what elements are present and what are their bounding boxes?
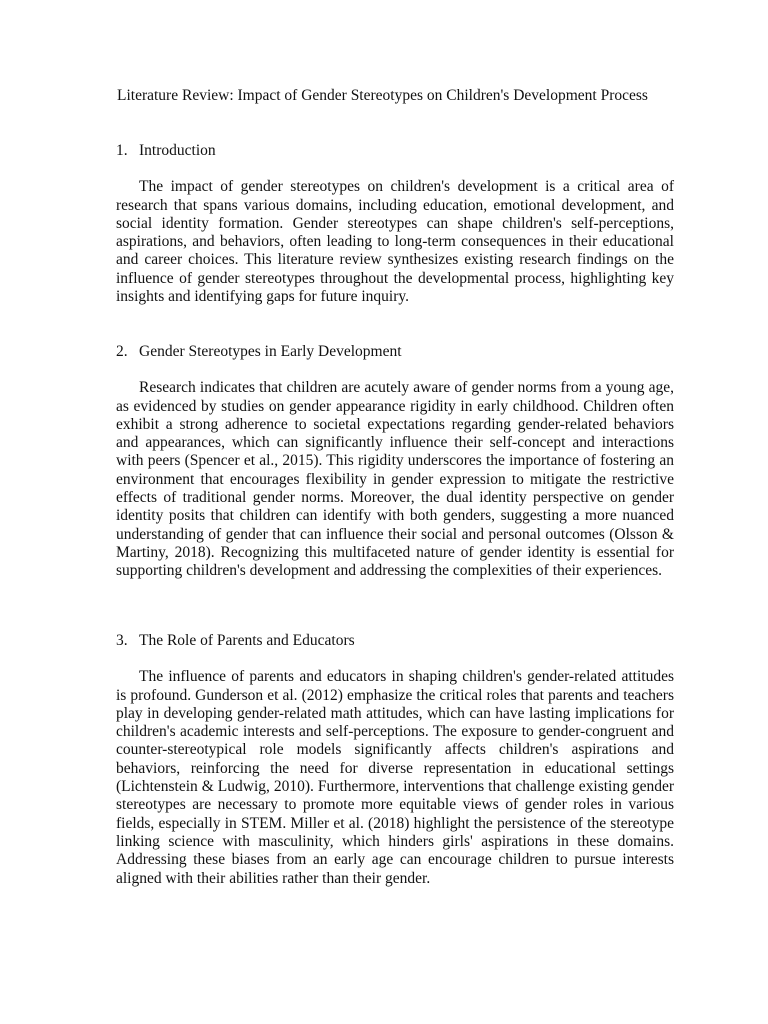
- section-heading-text: The Role of Parents and Educators: [139, 632, 355, 649]
- section-heading: [116, 142, 674, 160]
- document-title: Literature Review: Impact of Gender Stereotypes on Children's Development Process: [117, 87, 648, 104]
- section-parents-educators: [116, 632, 674, 888]
- section-paragraph: Research indicates that children are acutely aware of gender norms from a young age, as evidenced by studies on gender appearance rigidity in early childhood. Children often exhibit a strong adherence to societal expectations regarding gender-related behaviors and appearances, which can significantly influence their self-concept and interactions with peers (Spencer et al., 2015). This rigidity underscores the importance of fostering an environment that encourages flexibility in gender expression to mitigate the restrictive effects of traditional gender norms. Moreover, the dual identity perspective on gender identity posits that children can identify with both genders, suggesting a more nuanced understanding of gender that can influence their social and personal outcomes (Olsson & Martiny, 2018). Recognizing this multifaceted nature of gender identity is essential for supporting children's development and addressing the complexities of their experiences.: [116, 379, 674, 580]
- section-number: 3.: [116, 632, 128, 649]
- section-early-development: [116, 343, 674, 581]
- section-introduction: [116, 142, 674, 306]
- section-number: 1.: [116, 142, 128, 159]
- section-heading: [116, 632, 674, 650]
- section-paragraph: The impact of gender stereotypes on children's development is a critical area of research that spans various domains, including education, emotional development, and social identity formation. Gender stereotypes can shape children's self-perceptions, aspirations, and behaviors, often leading to long-term consequences in their educational and career choices. This literature review synthesizes existing research findings on the influence of gender stereotypes throughout the developmental process, highlighting key insights and identifying gaps for future inquiry.: [116, 178, 674, 306]
- section-number: 2.: [116, 343, 128, 360]
- section-heading: [116, 343, 674, 361]
- section-paragraph: The influence of parents and educators in shaping children's gender-related attitudes is profound. Gunderson et al. (2012) emphasize the critical roles that parents and teachers play in developing gender-related math attitudes, which can have lasting implications for children's academic interests and self-perceptions. The exposure to gender-congruent and counter-stereotypical role models significantly affects children's aspirations and behaviors, reinforcing the need for diverse representation in educational settings (Lichtenstein & Ludwig, 2010). Furthermore, interventions that challenge existing gender stereotypes are necessary to promote more equitable views of gender roles in various fields, especially in STEM. Miller et al. (2018) highlight the persistence of the stereotype linking science with masculinity, which hinders girls' aspirations in these domains. Addressing these biases from an early age can encourage children to pursue interests aligned with their abilities rather than their gender.: [116, 668, 674, 887]
- section-heading-text: Gender Stereotypes in Early Development: [139, 343, 402, 360]
- section-heading-text: Introduction: [139, 142, 216, 159]
